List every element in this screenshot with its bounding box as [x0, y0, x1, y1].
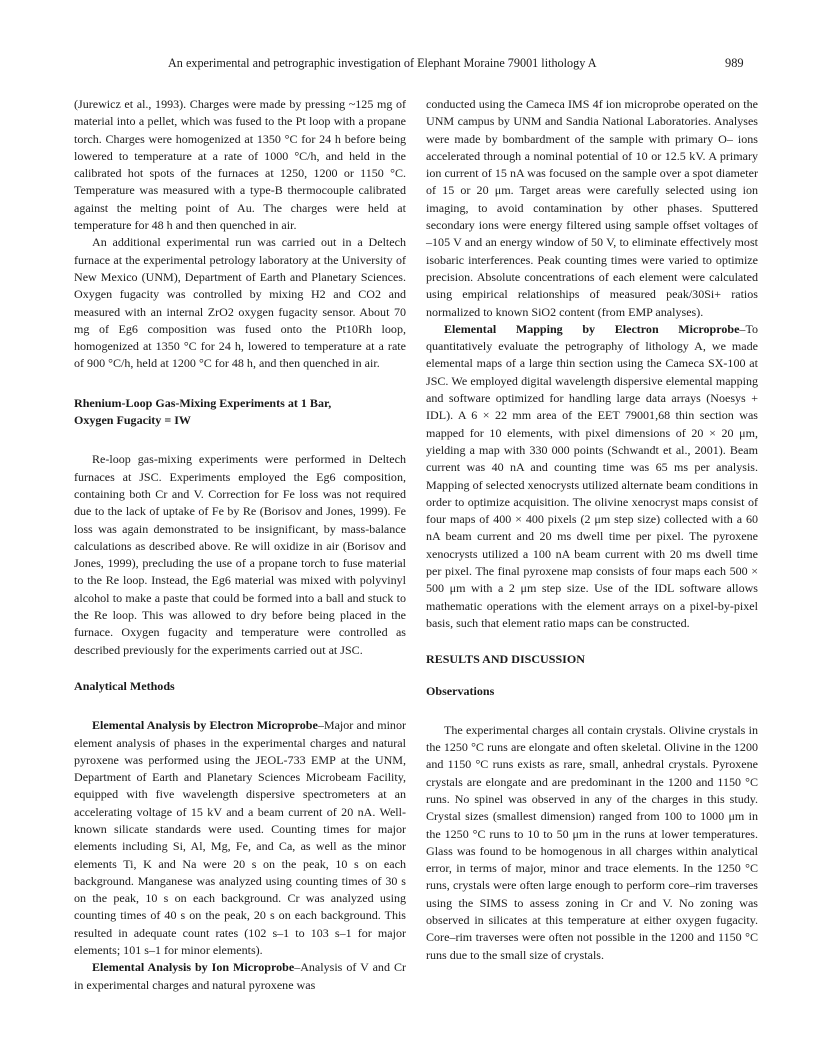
running-title: An experimental and petrographic investigation of Elephant Moraine 79001 lithology A: [168, 56, 597, 70]
paragraph: Re-loop gas-mixing experiments were performed in Deltech furnaces at JSC. Experiments employed the Eg6 composition, containing both Cr and V. Correction for Fe loss was not required due to the lack of uptake of Fe by Re (Borisov and Jones, 1999). Fe loss was again demonstrated to be insignificant, by mass-balance calculations as described above. Re will oxidize in air (Borisov and Jones, 1999), precluding the use of a propane torch to fuse material to the Re loop. Instead, the Eg6 material was mixed with polyvinyl alcohol to make a paste that could be formed into a ball and stuck to the Re loop. This was allowed to dry before being placed in the furnace. Oxygen fugacity and temperature were controlled as described previously for the experiments carried out at JSC.: [74, 452, 406, 657]
section-heading: Oxygen Fugacity = IW: [74, 413, 191, 428]
running-head: [0, 55, 816, 71]
paragraph-text: –Analysis of V and Cr in experimental charges and natural pyroxene was: [74, 960, 406, 992]
right-column: [426, 96, 758, 964]
paragraph: [74, 959, 406, 994]
paragraph: [426, 321, 758, 632]
run-in-heading: Elemental Analysis by Electron Microprobe: [92, 718, 318, 733]
section-heading: Analytical Methods: [74, 678, 175, 693]
paragraph: (Jurewicz et al., 1993). Charges were made by pressing ~125 mg of material into a pellet, which was fused to the Pt loop with a propane torch. Charges were homogenized at 1350 °C for 24 h before being lowered to temperature at a rate of 1000 °C/h, and held in the calibrated hot spots of the furnaces at 1250, 1200 or 1150 °C. Temperature was measured with a type-B thermocouple calibrated against the melting point of Au. The charges were held at temperature for 48 h and then quenched in air.: [74, 97, 406, 233]
paragraph: [74, 717, 406, 959]
left-column: [74, 96, 406, 994]
subsection-heading: Observations: [426, 683, 495, 698]
section-heading: Rhenium-Loop Gas-Mixing Experiments at 1 Bar,: [74, 395, 332, 410]
paragraph: An additional experimental run was carried out in a Deltech furnace at the experimental petrology laboratory at the University of New Mexico (UNM), Department of Earth and Planetary Sciences. Oxygen fugacity was controlled by mixing H2 and CO2 and measured with an internal ZrO2 oxygen fugacity sensor. About 70 mg of Eg6 composition was fused onto the Pt10Rh loop, homogenized at 1350 °C for 24 h, lowered to temperature at a rate of 900 °C/h, held at 1200 °C for 48 h, and then quenched in air.: [74, 235, 406, 371]
run-in-heading: Elemental Mapping by Electron Microprobe: [444, 321, 740, 336]
run-in-heading: Elemental Analysis by Ion Microprobe: [92, 960, 295, 975]
paragraph-text: –To quantitatively evaluate the petrography of lithology A, we made elemental maps of a large thin section using the Cameca SX-100 at JSC. We employed digital wavelength dispersive elemental mapping and software optimized for handling large data arrays (Noesys + IDL). A 6 × 22 mm area of the EET 79001,68 thin section was mapped for 10 elements, with pixel dimensions of 20 × 20 μm, yielding a map with 330 000 points (Schwandt et al., 2001). Beam current was 40 nA and counting time was 65 ms per analysis. Mapping of selected xenocrysts utilized alternate beam conditions in order to optimize acquisition. The olivine xenocryst maps consist of four maps of 400 × 400 pixels (2 μm step size) collected with a 60 nA beam current and 20 ms dwell time per pixel. The pyroxene xenocrysts utilized a 100 nA beam current with 20 ms dwell time per pixel. The final pyroxene map consists of four maps each 500 × 500 μm with a 2 μm step size. Use of the IDL software allows mathematic operations with the element arrays on a pixel-by-pixel basis, such that element ratio maps can be constructed.: [426, 321, 758, 630]
paragraph-text: –Major and minor element analysis of phases in the experimental charges and natural pyroxene was performed using the JEOL-733 EMP at the UNM, Department of Earth and Planetary Sciences Microbeam Facility, equipped with five wavelength dispersive spectrometers at an accelerating voltage of 15 kV and a beam current of 20 nA. Well-known silicate standards were used. Counting times for major elements including Si, Al, Mg, Fe, and Ca, as well as the minor elements Ti, K and Na were 20 s on the peak, 10 s on each background. Manganese was analyzed using counting times of 30 s on the peak, 10 s on each background. Cr was analyzed using counting times of 40 s on the peak, 20 s on each background. This resulted in adequate count rates (102 s–1 to 103 s–1 for major elements; 101 s–1 for minor elements).: [74, 718, 406, 958]
paragraph: The experimental charges all contain crystals. Olivine crystals in the 1250 °C runs are elongate and often skeletal. Olivine in the 1200 and 1150 °C runs exists as rare, small, anhedral crystals. Pyroxene crystals are elongate and are predominant in the 1200 and 1150 °C runs. No spinel was observed in any of the charges in this study. Crystal sizes (smallest dimension) ranged from 100 to 1000 μm in the 1250 °C runs to 10 to 50 μm in the runs at lower temperatures. Glass was found to be homogenous in all charges within analytical error, in terms of major, minor and trace elements. In the 1250 °C runs, crystals were often large enough to perform core–rim traverses using the SIMS to assess zoning in Cr and V. No zoning was observed in silicates at this temperature at either oxygen fugacity. Core–rim traverses were often not possible in the 1200 and 1150 °C runs due to the small size of crystals.: [426, 722, 758, 962]
page-number: 989: [725, 56, 744, 70]
paragraph: conducted using the Cameca IMS 4f ion microprobe operated on the UNM campus by UNM and Sandia National Laboratories. Analyses were made by bombardment of the sample with primary O– ions accelerated through a nominal potential of 10 or 12.5 kV. A primary ion current of 15 nA was focused on the sample over a spot diameter of 15 or 20 μm. Target areas were carefully selected using ion imaging, to avoid contamination by other phases. Sputtered secondary ions were energy filtered using sample offset voltages of –105 V and an energy window of 50 V, to eliminate effectively most isobaric interferences. Peak counting times were varied to optimize precision. Absolute concentrations of each element were calculated using empirical relationships of measured peak/30Si+ ratios normalized to known SiO2 content (from EMP analyses).: [426, 97, 758, 319]
section-heading: RESULTS AND DISCUSSION: [426, 652, 585, 667]
